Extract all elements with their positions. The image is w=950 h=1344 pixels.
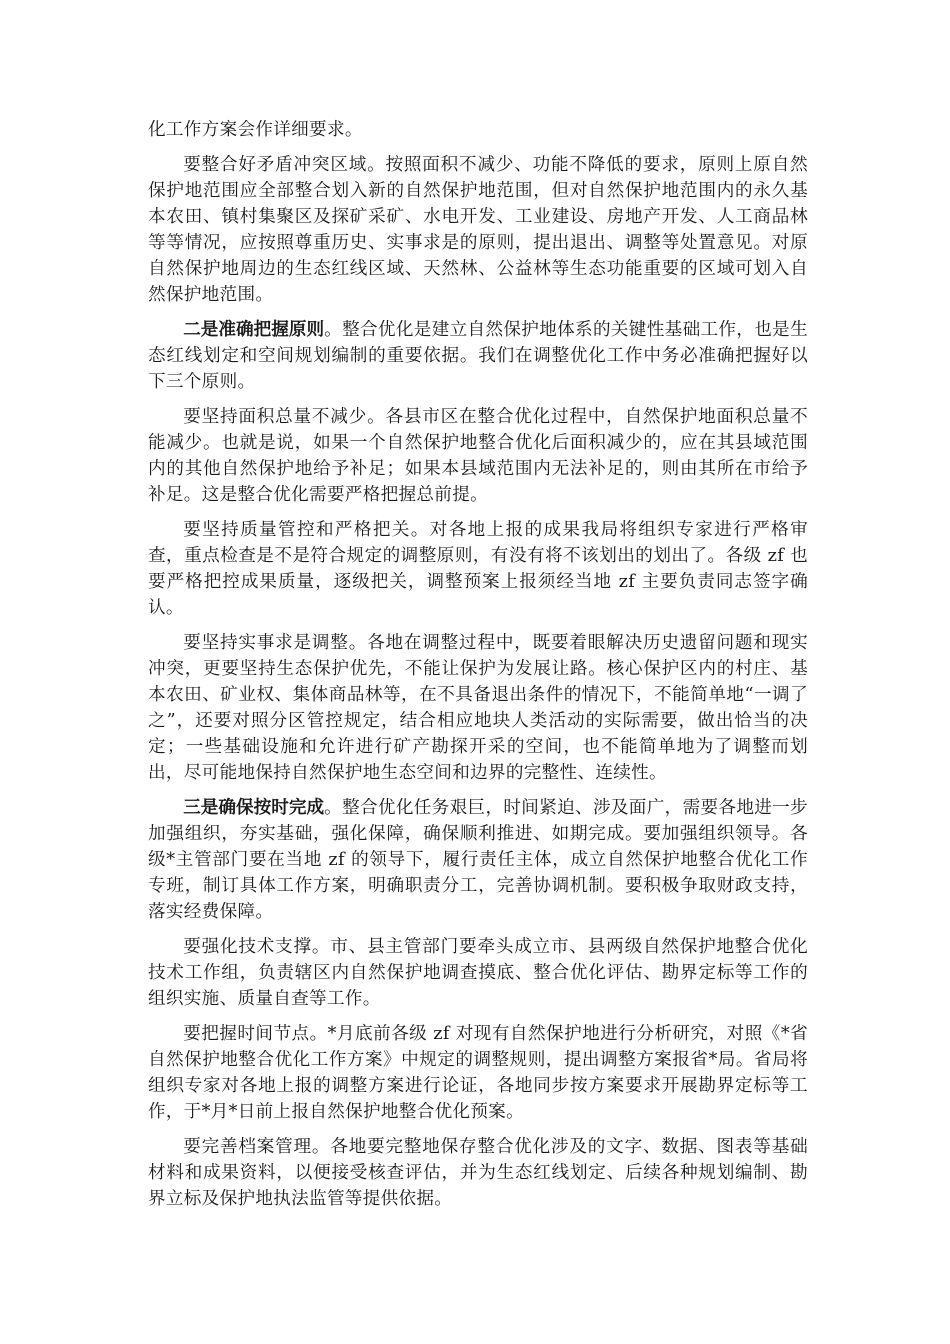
paragraph-text: 要把握时间节点。*月底前各级 zf 对现有自然保护地进行分析研究，对照《*省自然保护地整合优化工作方案》中规定的调整规则，提出调整方案报省*局。省局将组织专家对各地上报的调整方案进行论证，各地同步按方案要求开展勘界定标等工作，于*月*日前上报自然保护地整合优化预案。 — [148, 1024, 808, 1122]
paragraph-time-nodes — [148, 1021, 808, 1125]
paragraph-principles — [148, 317, 808, 395]
paragraph-quality-control — [148, 517, 808, 621]
paragraph-text: 。整合优化任务艰巨，时间紧迫、涉及面广，需要各地进一步加强组织，夯实基础，强化保障，确保顺利推进、如期完成。要加强组织领导。各级*主管部门要在当地 zf 的领导下，履行责任主体，成立自然保护地整合优化工作专班，制订具体工作方案，明确职责分工，完善协调机制。要积极争取财政支持，落实经费保障。 — [148, 798, 808, 922]
paragraph-text: 要整合好矛盾冲突区域。按照面积不减少、功能不降低的要求，原则上原自然保护地范围应全部整合划入新的自然保护地范围，但对自然保护地范围内的永久基本农田、镇村集聚区及探矿采矿、水电开发、工业建设、房地产开发、人工商品林等等情况，应按照尊重历史、实事求是的原则，提出退出、调整等处置意见。对原自然保护地周边的生态红线区域、天然林、公益林等生态功能重要的区域可划入自然保护地范围。 — [148, 155, 808, 305]
paragraph-text: 要完善档案管理。各地要完整地保存整合优化涉及的文字、数据、图表等基础材料和成果资料，以便接受核查评估，并为生态红线划定、后续各种规划编制、勘界立标及保护地执法监管等提供依据。 — [148, 1137, 808, 1209]
paragraph-text: 化工作方案会作详细要求。 — [148, 120, 363, 140]
paragraph-text: 要坚持质量管控和严格把关。对各地上报的成果我局将组织专家进行严格审查，重点检查是不是符合规定的调整原则，有没有将不该划出的划出了。各级 zf 也要严格把控成果质量，逐级把关，调整预案上报须经当地 zf 主要负责同志签字确认。 — [148, 520, 808, 618]
paragraph-area-total — [148, 404, 808, 508]
paragraph-text: 要强化技术支撑。市、县主管部门要牵头成立市、县两级自然保护地整合优化技术工作组，负责辖区内自然保护地调查摸底、整合优化评估、勘界定标等工作的组织实施、质量自查等工作。 — [148, 937, 808, 1009]
section-heading: 三是确保按时完成 — [183, 798, 325, 818]
paragraph-archive-management — [148, 1134, 808, 1212]
paragraph-text: 要坚持面积总量不减少。各县市区在整合优化过程中，自然保护地面积总量不能减少。也就是说，如果一个自然保护地整合优化后面积减少的，应在其县域范围内的其他自然保护地给予补足；如果本县域范围内无法补足的，则由其所在市给予补足。这是整合优化需要严格把握总前提。 — [148, 407, 808, 505]
paragraph-conflict-areas — [148, 152, 808, 308]
paragraph-fact-based — [148, 630, 808, 786]
paragraph-text: 。整合优化是建立自然保护地体系的关键性基础工作，也是生态红线划定和空间规划编制的重要依据。我们在调整优化工作中务必准确把握好以下三个原则。 — [148, 320, 808, 392]
document-body — [148, 117, 808, 1221]
section-heading: 二是准确把握原则 — [183, 320, 325, 340]
paragraph-continuation — [148, 117, 808, 143]
paragraph-on-time — [148, 795, 808, 925]
paragraph-technical-support — [148, 934, 808, 1012]
paragraph-text: 要坚持实事求是调整。各地在调整过程中，既要着眼解决历史遗留问题和现实冲突，更要坚持生态保护优先，不能让保护为发展让路。核心保护区内的村庄、基本农田、矿业权、集体商品林等，在不具备退出条件的情况下，不能简单地“一调了之”，还要对照分区管控规定，结合相应地块人类活动的实际需要，做出恰当的决定；一些基础设施和允许进行矿产勘探开采的空间，也不能简单地为了调整而划出，尽可能地保持自然保护地生态空间和边界的完整性、连续性。 — [148, 633, 808, 783]
